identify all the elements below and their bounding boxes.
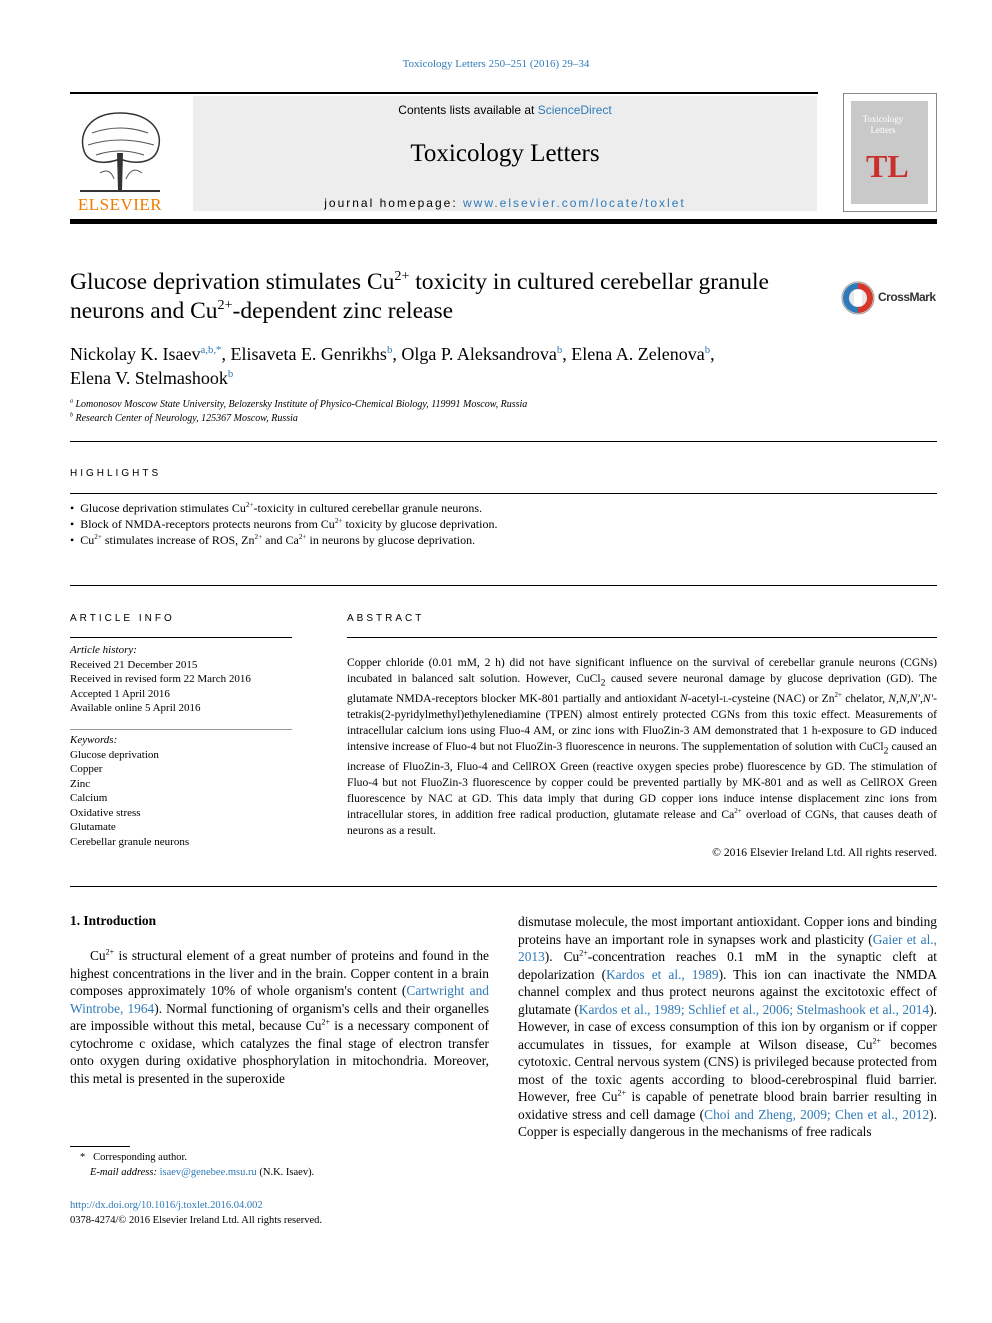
- masthead-bottom-rule: [70, 219, 937, 224]
- highlight-item: • $Cu^{2+}$ stimulates increase of ROS, $Zn^{2+}$ and $Ca^{2+}$ in neurons by glucose deprivation.: [70, 532, 930, 548]
- corresponding-note: [70, 1150, 470, 1165]
- elsevier-logo[interactable]: [70, 103, 180, 215]
- keywords-label: Keywords:: [70, 734, 118, 746]
- corresponding-text: Corresponding author.: [93, 1152, 188, 1163]
- affiliation-link[interactable]: b: [227, 368, 234, 380]
- abstract-copyright: © 2016 Elsevier Ireland Ltd. All rights reserved.: [712, 846, 937, 859]
- highlights-list: [70, 500, 930, 548]
- history-item: Received 21 December 2015: [70, 658, 198, 671]
- footnote-star: *: [80, 1152, 86, 1163]
- email-link[interactable]: isaev@genebee.msu.ru: [159, 1167, 257, 1178]
- doi-block: [70, 1198, 470, 1228]
- doi-link[interactable]: http://dx.doi.org/10.1016/j.toxlet.2016.04.002: [70, 1200, 263, 1211]
- divider: [70, 886, 937, 887]
- affiliation-link[interactable]: b: [704, 344, 711, 356]
- keyword: Oxidative stress: [70, 806, 141, 819]
- body-column-left: $Cu^{2+}$ is structural element of a great number of proteins and found in the highest concentrations in the liver and in the brain. Copper content in a brain composes approximately 10% of whole organism's content (Cartwright and Wintrobe, 1964). Normal functioning of organism's cells and their organelles are impossible without this metal, because $Cu^{2+}$ is a necessary component of cytochrome c oxidase, which catalyzes the final stage of electron transfer onto oxygen during oxidative phosphorylation in mitochondria. Moreover, this metal is presented in the superoxide: [70, 947, 490, 1086]
- footnote-rule: [70, 1146, 130, 1147]
- article-history: [70, 643, 290, 716]
- citation-link[interactable]: Gaier et al., 2013: [518, 931, 937, 964]
- contents-line: [193, 103, 817, 117]
- history-item: Accepted 1 April 2016: [70, 687, 170, 700]
- keyword: Glutamate: [70, 821, 116, 833]
- abstract-text: Copper chloride (0.01 mM, 2 h) did not have significant influence on the survival of cerebellar granule neurons (CGNs) incubated in balanced salt solution. However, CuCl$_2$ caused severe neuronal damage by glucose deprivation (GD). The glutamate NMDA-receptors blocker MK-801 partially and antioxidant N-acetyl-l-cysteine (NAC) or $Zn^{2+}$ chelator, N,N,N′,N′-tetrakis(2-pyridylmethyl)ethylenediamine (TPEN) almost entirely protected CGNs from this toxic effect. Measurements of intracellular calcium ions using Fluo-4 AM, or zinc ions with FluoZin-3 AM demonstrated that 1 h-exposure to GD induced intensive increase of Fluo-4 but not FluoZin-3 fluorescence in neurons. The supplementation of solution with CuCl$_2$ caused an increase of FluoZin-3, Fluo-4 and CellROX Green (reactive oxygen species probe) fluorescence by GD. The stimulation of Fluo-4 but not FluoZin-3 fluorescence by copper could be prevented partially by MK-801 and as well as CellROX Green fluorescence by NAC at GD. This data imply that during GD copper ions induce intense displacement zinc ions from intracellular stores, in addition free radical production, glutamate release and $Ca^{2+}$ overload of CGNs, that causes death of neurons as a result.: [347, 656, 938, 837]
- journal-title: Toxicology Letters: [410, 140, 600, 167]
- sciencedirect-link[interactable]: ScienceDirect: [537, 103, 612, 117]
- affiliation-link[interactable]: a,b,*: [200, 344, 222, 356]
- citation-link[interactable]: Kardos et al., 1989: [606, 966, 719, 982]
- divider: [70, 585, 937, 586]
- divider: [70, 441, 937, 442]
- footnote: [70, 1150, 470, 1180]
- citation-link[interactable]: Kardos et al., 1989; Schlief et al., 2006; Stelmashook et al., 2014: [578, 1001, 930, 1017]
- email-suffix: (N.K. Isaev).: [259, 1167, 315, 1178]
- crossmark-label[interactable]: CrossMark: [878, 290, 936, 304]
- affiliations: [70, 398, 870, 426]
- abstract-heading: ABSTRACT: [347, 613, 425, 624]
- contents-prefix: Contents lists available at: [398, 103, 538, 117]
- divider: [347, 637, 937, 638]
- article-title: Glucose deprivation stimulates $Cu^{2+}$ toxicity in cultured cerebellar granule neurons and $Cu^{2+}$-dependent zinc release: [70, 268, 769, 324]
- affiliation-text: Lomonosov Moscow State University, Belozersky Institute of Physico-Chemical Biology, 119991 Moscow, Russia: [75, 399, 528, 410]
- elsevier-wordmark: ELSEVIER: [77, 195, 163, 214]
- article-info-heading: ARTICLE INFO: [70, 613, 175, 624]
- history-item: Available online 5 April 2016: [70, 702, 201, 714]
- highlight-item: • Glucose deprivation stimulates $Cu^{2+}$-toxicity in cultured cerebellar granule neurons.: [70, 500, 930, 516]
- homepage-link[interactable]: www.elsevier.com/locate/toxlet: [463, 196, 686, 210]
- affiliation-a: [70, 398, 870, 412]
- history-label: Article history:: [70, 644, 137, 656]
- homepage-prefix: journal homepage:: [324, 196, 463, 210]
- citation-link[interactable]: Choi and Zheng, 2009; Chen et al., 2012: [704, 1106, 930, 1122]
- author-list: Nickolay K. Isaev$^{a,b,*}$, Elisaveta E. Genrikhs$^b$, Olga P. Aleksandrova$^b$, Elena A. Zelenova$^b$, Elena V. Stelmashook$^b$: [70, 344, 715, 388]
- highlight-item: • Block of NMDA-receptors protects neurons from $Cu^{2+}$ toxicity by glucose deprivation.: [70, 516, 930, 532]
- masthead-top-rule: [70, 92, 818, 94]
- journal-citation[interactable]: Toxicology Letters 250–251 (2016) 29–34: [402, 58, 590, 70]
- affiliation-text: Research Center of Neurology, 125367 Moscow, Russia: [75, 413, 298, 424]
- divider: [70, 493, 937, 494]
- keyword: Calcium: [70, 792, 108, 804]
- affiliation-link[interactable]: b: [386, 344, 393, 356]
- email-note: [70, 1165, 470, 1180]
- highlights-heading: HIGHLIGHTS: [70, 468, 162, 479]
- divider: [70, 729, 292, 730]
- affiliation-mark: b: [70, 412, 73, 419]
- email-label: E-mail address:: [90, 1167, 157, 1178]
- affiliation-link[interactable]: b: [556, 344, 563, 356]
- keywords: [70, 733, 290, 849]
- body-column-right: dismutase molecule, the most important antioxidant. Copper ions and binding proteins have an important role in synapses work and plasticity (Gaier et al., 2013). $Cu^{2+}$-concentration reaches 0.1 mM in the synaptic cleft at depolarization (Kardos et al., 1989). This ion can inactivate the NMDA channel complex and thus protect neurons against the excitotoxic effect of glutamate (Kardos et al., 1989; Schlief et al., 2006; Stelmashook et al., 2014). However, in case of excess consumption of this ion by organism or if copper accumulates in tissues, for example at Wilson disease, $Cu^{2+}$ becomes cytotoxic. Central nervous system (CNS) is privileged because protected from most of the toxic agents according to blood-cerebrospinal fluid barrier. However, free $Cu^{2+}$ is capable of penetrate blood brain barrier resulting in oxidative stress and cell damage (Choi and Zheng, 2009; Chen et al., 2012). Copper is especially dangerous in the mechanisms of free radicals: [518, 914, 937, 1139]
- affiliation-mark: a: [70, 398, 73, 405]
- journal-cover[interactable]: [843, 93, 937, 212]
- keyword: Copper: [70, 763, 103, 775]
- elsevier-tree-icon: [70, 103, 170, 193]
- divider: [70, 637, 292, 638]
- keyword: Cerebellar granule neurons: [70, 835, 190, 848]
- citation-link[interactable]: Cartwright and Wintrobe, 1964: [70, 983, 489, 1016]
- journal-homepage: [193, 196, 817, 210]
- keyword: Zinc: [70, 777, 91, 790]
- issn-line: 0378-4274/© 2016 Elsevier Ireland Ltd. All rights reserved.: [70, 1215, 323, 1226]
- affiliation-b: [70, 412, 870, 426]
- keyword: Glucose deprivation: [70, 748, 159, 761]
- section-heading-introduction: 1. Introduction: [70, 913, 157, 928]
- cover-title: Toxicology Letters: [862, 114, 904, 135]
- cover-logo: TL: [866, 148, 909, 184]
- history-item: Received in revised form 22 March 2016: [70, 673, 251, 685]
